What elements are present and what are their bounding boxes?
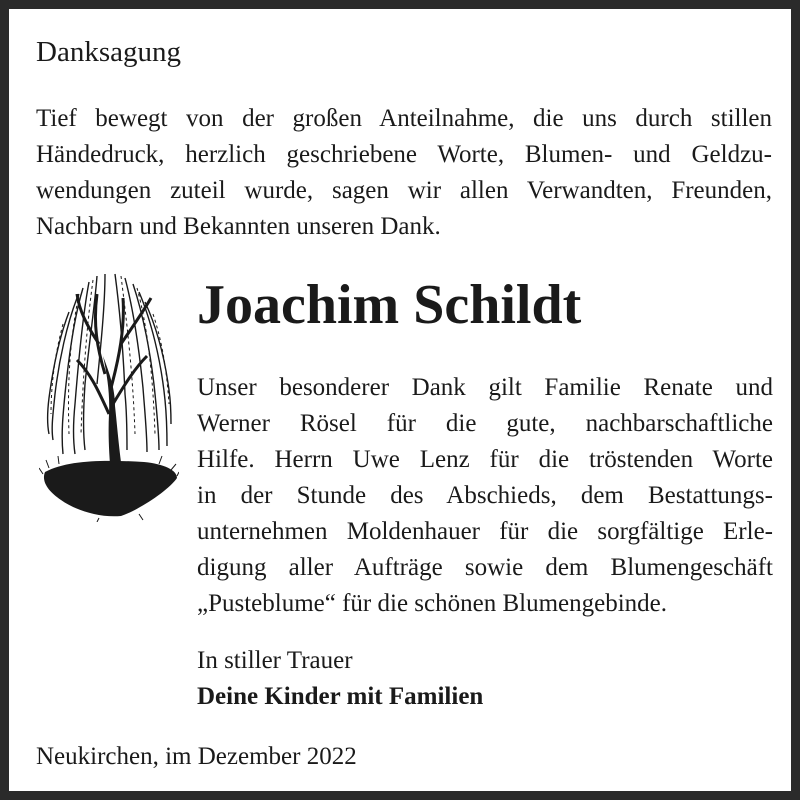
intro-paragraph	[36, 101, 772, 245]
weeping-willow-icon	[39, 264, 179, 522]
heading: Danksagung	[36, 36, 181, 68]
thanks-line: Hilfe. Herrn Uwe Lenz für die tröstenden Worte	[197, 446, 773, 473]
thanks-line: Werner Rösel für die gute, nachbarschaftliche	[197, 410, 773, 437]
thanks-line: in der Stunde des Abschieds, dem Bestattungs-	[197, 482, 773, 509]
thanks-paragraph	[197, 370, 773, 622]
mourning-line: In stiller Trauer	[197, 647, 353, 674]
intro-line: Händedruck, herzlich geschriebene Worte, Blumen- und Geldzu-	[36, 141, 772, 168]
thanks-line: Unser besonderer Dank gilt Familie Renate und	[197, 374, 773, 401]
deceased-name: Joachim Schildt	[197, 274, 582, 336]
intro-line: Nachbarn und Bekannten unseren Dank.	[36, 213, 441, 240]
thanks-line: „Pusteblume“ für die schönen Blumengebinde.	[197, 590, 668, 617]
intro-line: Tief bewegt von der großen Anteilnahme, die uns durch stillen	[36, 105, 772, 132]
thanks-line: unternehmen Moldenhauer für die sorgfältige Erle-	[197, 518, 773, 545]
intro-line: wendungen zuteil wurde, sagen wir allen Verwandten, Freunden,	[36, 177, 772, 204]
thanks-line: digung aller Aufträge sowie dem Blumengeschäft	[197, 554, 773, 581]
signers: Deine Kinder mit Familien	[197, 683, 484, 710]
place-date: Neukirchen, im Dezember 2022	[36, 743, 357, 770]
